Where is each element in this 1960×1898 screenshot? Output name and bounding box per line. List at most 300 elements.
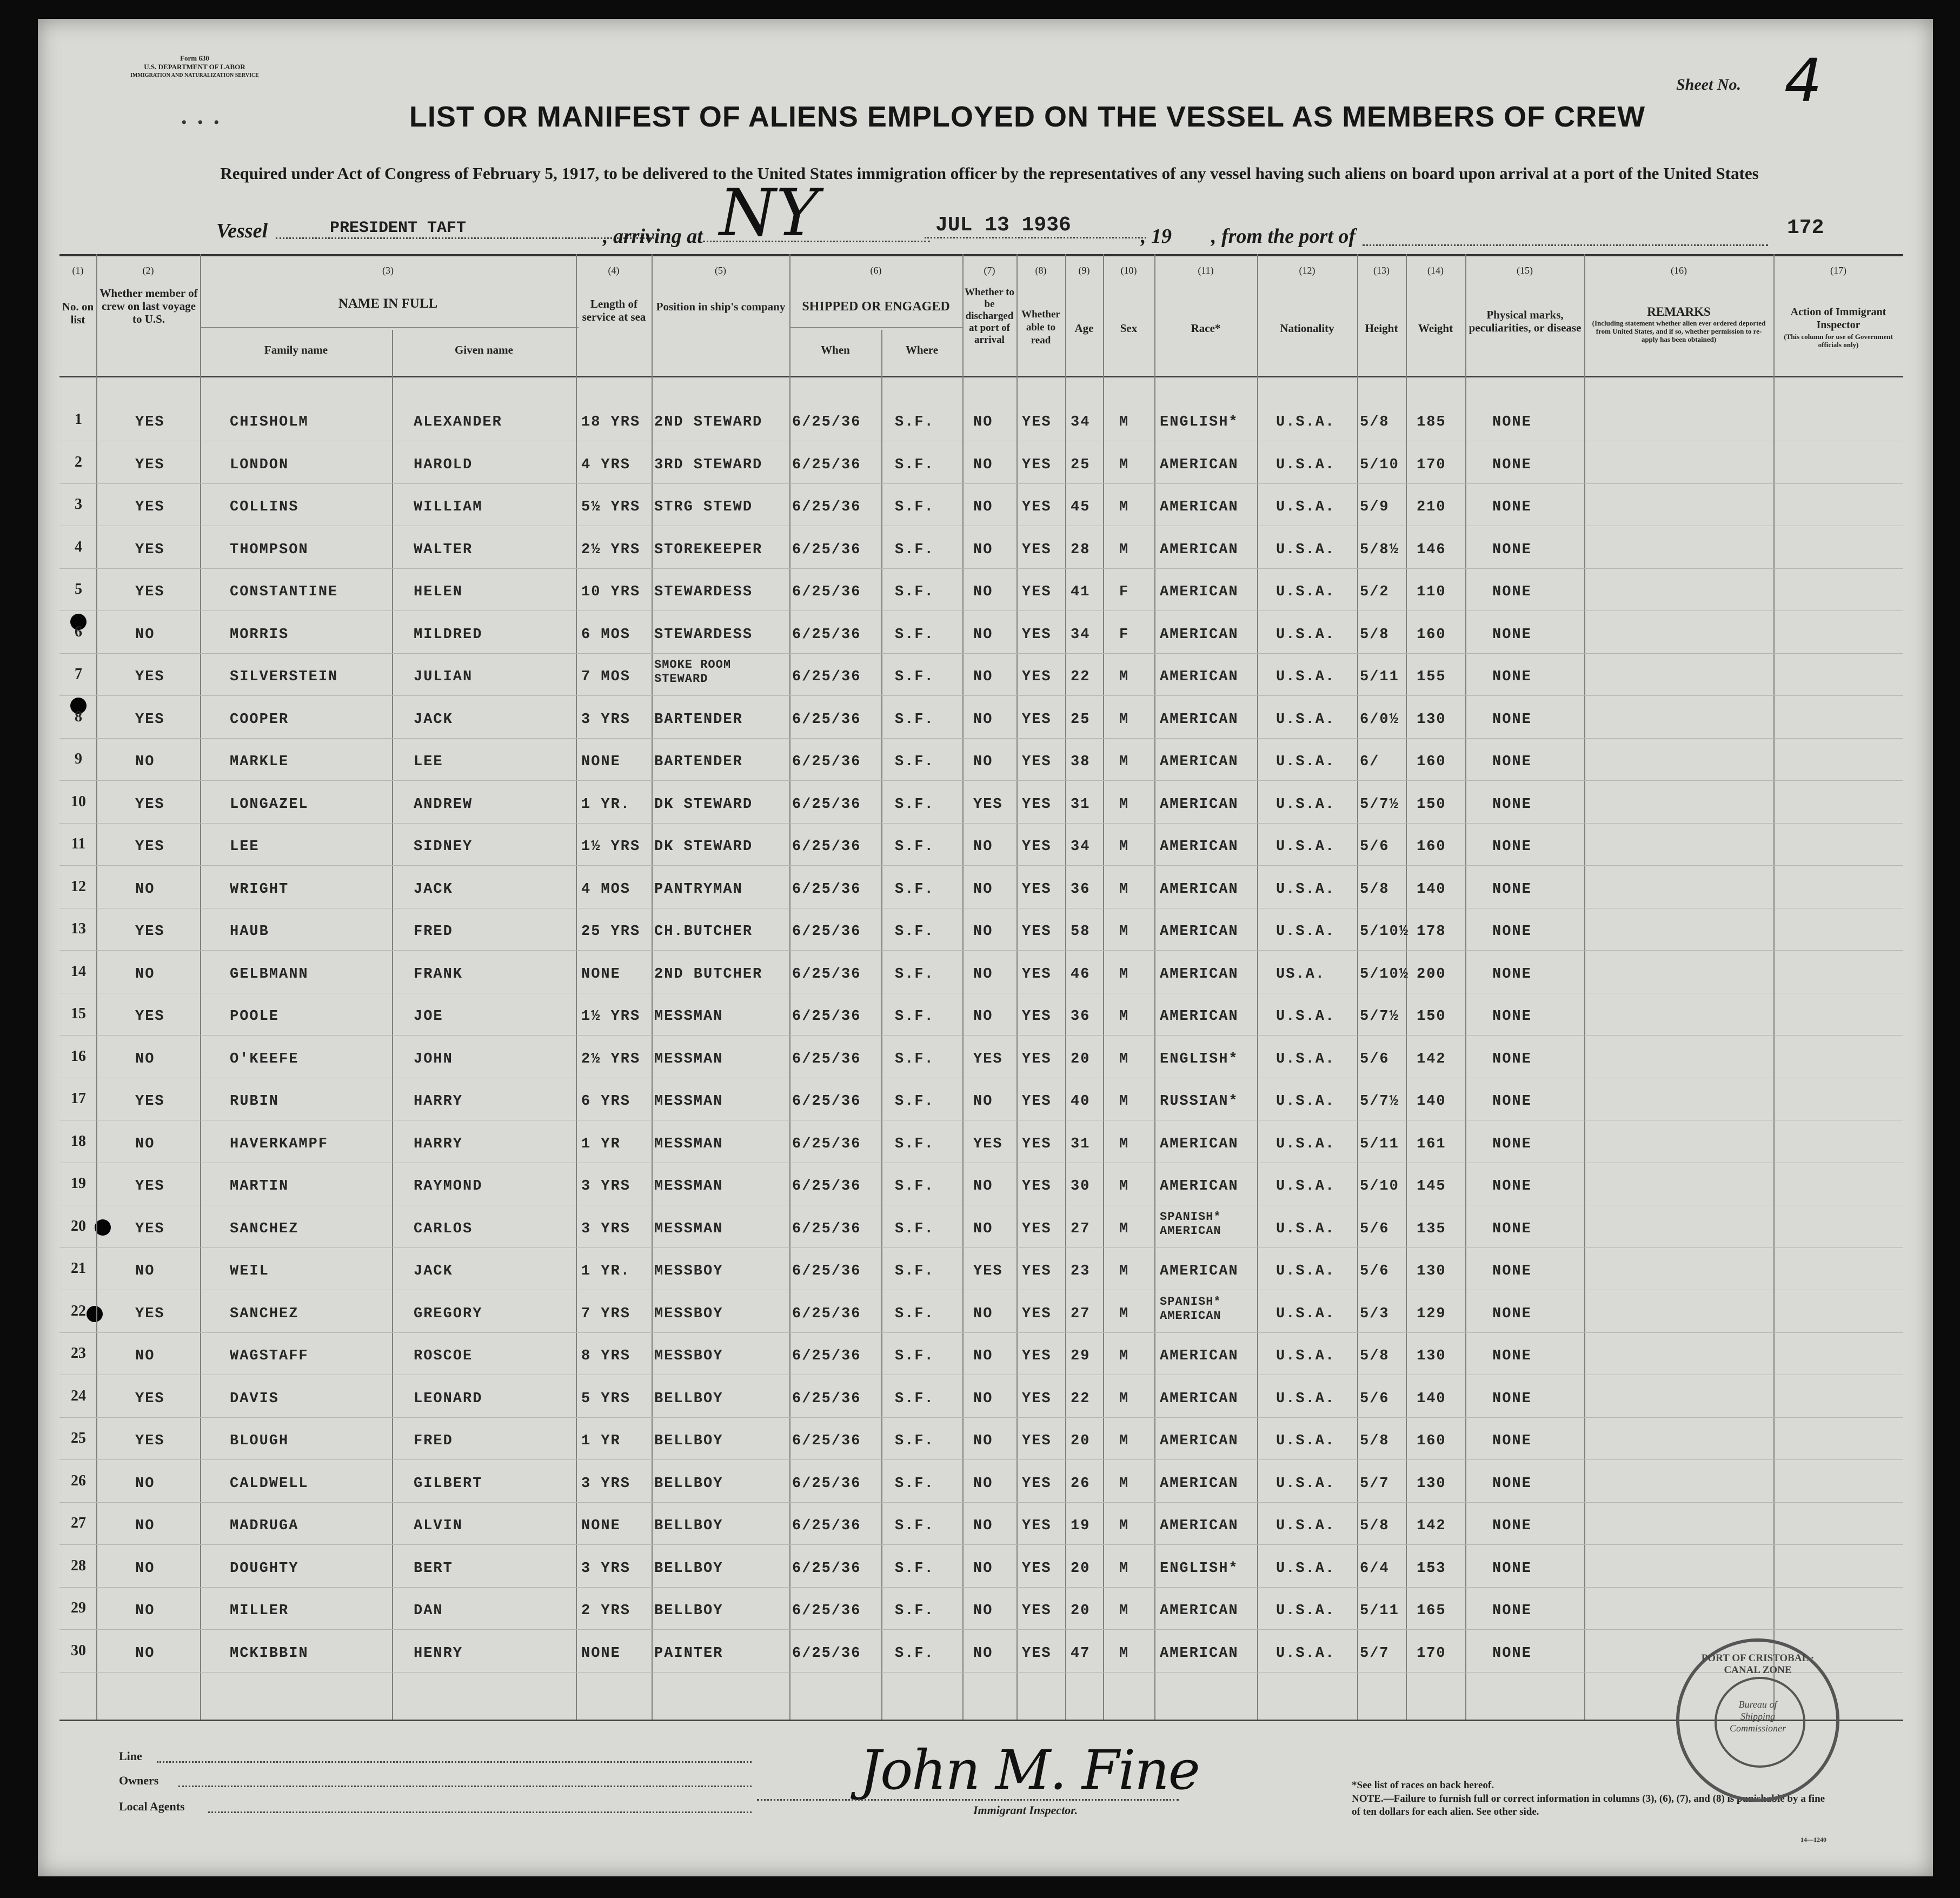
where-cell: S.F.: [895, 584, 934, 600]
race-cell: AMERICAN: [1160, 499, 1239, 515]
read-cell: YES: [1022, 754, 1052, 770]
height-cell: 5/10½: [1360, 924, 1410, 940]
col-number: (12): [1299, 265, 1315, 276]
age-cell: 38: [1071, 754, 1091, 770]
nationality-cell: U.S.A.: [1276, 1220, 1336, 1237]
family-name-cell: CONSTANTINE: [230, 584, 338, 600]
physical-cell: NONE: [1492, 1603, 1532, 1619]
row-rule: [59, 483, 1903, 484]
header-where: Where: [905, 343, 939, 356]
physical-cell: NONE: [1492, 541, 1532, 558]
position-cell: BELLBOY: [654, 1603, 723, 1619]
last-voyage-cell: NO: [135, 754, 155, 770]
given-name-cell: HARRY: [414, 1093, 463, 1110]
sex-cell: M: [1119, 1475, 1130, 1492]
header-remarks-note: (Including statement whether alien ever ordered deported from United States, and if so, whether permission to re-apply has been obtained): [1592, 319, 1766, 343]
nationality-cell: U.S.A.: [1276, 1305, 1336, 1322]
discharged-cell: YES: [973, 796, 1003, 813]
sheet-number: 4: [1784, 46, 1822, 115]
where-cell: S.F.: [895, 1603, 934, 1619]
length-service-cell: 3 YRS: [581, 1178, 631, 1194]
col-number: (9): [1078, 265, 1090, 276]
sex-cell: M: [1119, 1645, 1130, 1662]
when-cell: 6/25/36: [792, 1051, 861, 1067]
nationality-cell: U.S.A.: [1276, 881, 1336, 898]
sex-cell: M: [1119, 1518, 1130, 1534]
physical-cell: NONE: [1492, 499, 1532, 515]
length-service-cell: NONE: [581, 1518, 621, 1534]
height-cell: 5/6: [1360, 839, 1390, 855]
when-cell: 6/25/36: [792, 924, 861, 940]
physical-cell: NONE: [1492, 711, 1532, 728]
row-number: 18: [71, 1132, 86, 1150]
given-name-cell: BERT: [414, 1560, 453, 1577]
race-cell: AMERICAN: [1160, 711, 1239, 728]
sex-cell: M: [1119, 1093, 1130, 1110]
weight-cell: 155: [1417, 669, 1446, 685]
family-name-cell: SANCHEZ: [230, 1305, 299, 1322]
family-name-cell: WAGSTAFF: [230, 1348, 309, 1364]
weight-cell: 185: [1417, 414, 1446, 430]
sex-cell: F: [1119, 626, 1130, 643]
last-voyage-cell: NO: [135, 1348, 155, 1364]
col-number: (6): [870, 265, 882, 276]
weight-cell: 142: [1417, 1051, 1446, 1067]
position-cell: STRG STEWD: [654, 499, 753, 515]
page-subtitle: Required under Act of Congress of February 5, 1917, to be delivered to the United States immigration officer by the representatives of any vessel having such aliens on board upon arrival at a port of the United States: [220, 164, 1759, 183]
last-voyage-cell: NO: [135, 881, 155, 898]
row-number: 26: [71, 1472, 86, 1489]
nationality-cell: U.S.A.: [1276, 1560, 1336, 1577]
height-cell: 5/3: [1360, 1305, 1390, 1322]
last-voyage-cell: YES: [135, 1220, 165, 1237]
height-cell: 5/8: [1360, 881, 1390, 898]
arrival-port: NY: [703, 187, 930, 242]
sex-cell: M: [1119, 1220, 1130, 1237]
where-cell: S.F.: [895, 414, 934, 430]
weight-cell: 200: [1417, 966, 1446, 983]
position-cell: MESSMAN: [654, 1178, 723, 1194]
last-voyage-cell: YES: [135, 1093, 165, 1110]
height-cell: 5/8: [1360, 414, 1390, 430]
length-service-cell: 7 YRS: [581, 1305, 631, 1322]
height-cell: 5/8: [1360, 1433, 1390, 1449]
row-number: 7: [75, 666, 82, 682]
height-cell: 5/2: [1360, 584, 1390, 600]
arrival-date: JUL 13 1936: [925, 214, 1146, 238]
read-cell: YES: [1022, 1008, 1052, 1025]
family-name-cell: MCKIBBIN: [230, 1645, 309, 1662]
nationality-cell: U.S.A.: [1276, 1093, 1336, 1110]
family-name-cell: SILVERSTEIN: [230, 669, 338, 685]
given-name-cell: JOHN: [414, 1051, 453, 1067]
where-cell: S.F.: [895, 1433, 934, 1449]
given-name-cell: HAROLD: [414, 456, 473, 473]
given-name-cell: LEE: [414, 754, 443, 770]
race-cell: AMERICAN: [1160, 541, 1239, 558]
row-number: 16: [71, 1047, 86, 1065]
discharged-cell: NO: [973, 1645, 993, 1662]
race-cell: AMERICAN: [1160, 1390, 1239, 1407]
discharged-cell: NO: [973, 711, 993, 728]
row-rule: [59, 653, 1903, 654]
given-name-cell: FRED: [414, 1433, 453, 1449]
given-name-cell: SIDNEY: [414, 839, 473, 855]
height-cell: 5/7½: [1360, 1093, 1399, 1110]
length-service-cell: NONE: [581, 754, 621, 770]
discharged-cell: NO: [973, 1433, 993, 1449]
where-cell: S.F.: [895, 1220, 934, 1237]
discharged-cell: YES: [973, 1051, 1003, 1067]
header-length-service: Length of service at sea: [582, 297, 646, 323]
sex-cell: M: [1119, 711, 1130, 728]
family-name-cell: O'KEEFE: [230, 1051, 299, 1067]
sex-cell: M: [1119, 839, 1130, 855]
where-cell: S.F.: [895, 924, 934, 940]
physical-cell: NONE: [1492, 1518, 1532, 1534]
nationality-cell: U.S.A.: [1276, 1051, 1336, 1067]
last-voyage-cell: NO: [135, 966, 155, 983]
row-rule: [59, 865, 1903, 866]
header-weight: Weight: [1418, 322, 1453, 335]
row-number: 27: [71, 1515, 86, 1531]
page-title: LIST OR MANIFEST OF ALIENS EMPLOYED ON THE VESSEL AS MEMBERS OF CREW: [409, 101, 1646, 133]
inspector-signature: John M. Fine: [860, 1738, 1199, 1802]
col-number: (17): [1830, 265, 1846, 276]
race-cell: AMERICAN: [1160, 1136, 1239, 1152]
header-remarks: REMARKS: [1647, 305, 1711, 318]
race-cell: AMERICAN: [1160, 456, 1239, 473]
height-cell: 5/10½: [1360, 966, 1410, 983]
weight-cell: 160: [1417, 626, 1446, 643]
row-rule: [59, 568, 1903, 569]
read-cell: YES: [1022, 1093, 1052, 1110]
weight-cell: 153: [1417, 1560, 1446, 1577]
height-cell: 6/4: [1360, 1560, 1390, 1577]
read-cell: YES: [1022, 1475, 1052, 1492]
age-cell: 31: [1071, 796, 1091, 813]
nationality-cell: U.S.A.: [1276, 1475, 1336, 1492]
weight-cell: 130: [1417, 711, 1446, 728]
physical-cell: NONE: [1492, 1263, 1532, 1279]
discharged-cell: NO: [973, 1178, 993, 1194]
read-cell: YES: [1022, 1305, 1052, 1322]
sex-cell: M: [1119, 1305, 1130, 1322]
length-service-cell: 1½ YRS: [581, 839, 641, 855]
physical-cell: NONE: [1492, 669, 1532, 685]
header-sex: Sex: [1120, 322, 1138, 335]
row-number: 28: [71, 1557, 86, 1574]
family-name-cell: WEIL: [230, 1263, 269, 1279]
physical-cell: NONE: [1492, 414, 1532, 430]
row-number: 29: [71, 1600, 86, 1616]
last-voyage-cell: YES: [135, 1305, 165, 1322]
where-cell: S.F.: [895, 1560, 934, 1577]
race-cell: AMERICAN: [1160, 796, 1239, 813]
last-voyage-cell: YES: [135, 584, 165, 600]
row-number: 24: [71, 1387, 86, 1404]
family-name-cell: COOPER: [230, 711, 289, 728]
family-name-cell: GELBMANN: [230, 966, 309, 983]
height-cell: 5/7: [1360, 1645, 1390, 1662]
col-number: (7): [984, 265, 995, 276]
family-name-cell: CHISHOLM: [230, 414, 309, 430]
position-cell: STEWARDESS: [654, 584, 753, 600]
read-cell: YES: [1022, 1136, 1052, 1152]
when-cell: 6/25/36: [792, 1518, 861, 1534]
sex-cell: M: [1119, 1560, 1130, 1577]
length-service-cell: 10 YRS: [581, 584, 641, 600]
where-cell: S.F.: [895, 796, 934, 813]
nationality-cell: U.S.A.: [1276, 456, 1336, 473]
when-cell: 6/25/36: [792, 541, 861, 558]
where-cell: S.F.: [895, 1645, 934, 1662]
where-cell: S.F.: [895, 1390, 934, 1407]
height-cell: 5/8: [1360, 1348, 1390, 1364]
row-rule: [59, 1502, 1903, 1503]
age-cell: 22: [1071, 669, 1091, 685]
where-cell: S.F.: [895, 1178, 934, 1194]
family-name-cell: MILLER: [230, 1603, 289, 1619]
length-service-cell: 1 YR: [581, 1136, 621, 1152]
height-cell: 5/10: [1360, 456, 1399, 473]
col-number: (3): [382, 265, 394, 276]
row-rule: [59, 738, 1903, 739]
length-service-cell: 2½ YRS: [581, 541, 641, 558]
weight-cell: 135: [1417, 1220, 1446, 1237]
where-cell: S.F.: [895, 881, 934, 898]
sex-cell: M: [1119, 1348, 1130, 1364]
discharged-cell: NO: [973, 1220, 993, 1237]
age-cell: 20: [1071, 1603, 1091, 1619]
read-cell: YES: [1022, 669, 1052, 685]
when-cell: 6/25/36: [792, 1178, 861, 1194]
vessel-label: Vessel: [216, 220, 268, 242]
last-voyage-cell: YES: [135, 1433, 165, 1449]
position-cell: BELLBOY: [654, 1433, 723, 1449]
race-cell: AMERICAN: [1160, 966, 1239, 983]
physical-cell: NONE: [1492, 1136, 1532, 1152]
col-number: (13): [1373, 265, 1390, 276]
last-voyage-cell: YES: [135, 414, 165, 430]
age-cell: 28: [1071, 541, 1091, 558]
col-number: (1): [72, 265, 84, 276]
header-given-name: Given name: [455, 343, 513, 356]
given-name-cell: JACK: [414, 881, 453, 898]
family-name-cell: LEE: [230, 839, 260, 855]
sex-cell: M: [1119, 1263, 1130, 1279]
nationality-cell: U.S.A.: [1276, 796, 1336, 813]
vessel-name: PRESIDENT TAFT: [276, 219, 654, 239]
height-cell: 5/8: [1360, 1518, 1390, 1534]
sex-cell: M: [1119, 669, 1130, 685]
row-number: 13: [71, 920, 86, 937]
weight-cell: 130: [1417, 1348, 1446, 1364]
height-cell: 5/8: [1360, 626, 1390, 643]
manifest-table: [59, 254, 1903, 1720]
sex-cell: M: [1119, 796, 1130, 813]
manifest-number: 172: [1787, 216, 1824, 240]
position-cell: BELLBOY: [654, 1475, 723, 1492]
family-name-cell: BLOUGH: [230, 1433, 289, 1449]
given-name-cell: ALVIN: [414, 1518, 463, 1534]
age-cell: 46: [1071, 966, 1091, 983]
last-voyage-cell: YES: [135, 499, 165, 515]
sex-cell: M: [1119, 966, 1130, 983]
race-cell: AMERICAN: [1160, 1603, 1239, 1619]
col-rule: [652, 254, 653, 1720]
race-cell: AMERICAN: [1160, 1475, 1239, 1492]
height-cell: 5/6: [1360, 1051, 1390, 1067]
discharged-cell: NO: [973, 924, 993, 940]
given-name-cell: MILDRED: [414, 626, 483, 643]
nationality-cell: U.S.A.: [1276, 541, 1336, 558]
last-voyage-cell: YES: [135, 1008, 165, 1025]
row-number: 11: [71, 835, 86, 852]
where-cell: S.F.: [895, 1008, 934, 1025]
read-cell: YES: [1022, 626, 1052, 643]
family-name-cell: THOMPSON: [230, 541, 309, 558]
family-name-cell: WRIGHT: [230, 881, 289, 898]
read-cell: YES: [1022, 881, 1052, 898]
length-service-cell: 4 YRS: [581, 456, 631, 473]
col-rule: [576, 254, 577, 1720]
position-cell: MESSBOY: [654, 1305, 723, 1322]
col-rule: [200, 254, 201, 1720]
line-field: [157, 1760, 752, 1763]
line-label: Line: [119, 1749, 142, 1763]
age-cell: 31: [1071, 1136, 1091, 1152]
race-cell: AMERICAN: [1160, 1518, 1239, 1534]
discharged-cell: NO: [973, 1305, 993, 1322]
last-voyage-cell: YES: [135, 796, 165, 813]
discharged-cell: NO: [973, 1603, 993, 1619]
position-cell: BARTENDER: [654, 711, 743, 728]
race-cell: AMERICAN: [1160, 839, 1239, 855]
where-cell: S.F.: [895, 1518, 934, 1534]
last-voyage-cell: NO: [135, 1645, 155, 1662]
weight-cell: 150: [1417, 1008, 1446, 1025]
header-physical: Physical marks, peculiarities, or disease: [1469, 308, 1582, 334]
col-number: (14): [1427, 265, 1444, 276]
row-number: 22: [71, 1302, 86, 1319]
col-rule: [1584, 254, 1585, 1720]
race-cell: ENGLISH*: [1160, 414, 1239, 430]
header-position: Position in ship's company: [656, 300, 786, 313]
race-cell: RUSSIAN*: [1160, 1093, 1239, 1110]
given-name-cell: GREGORY: [414, 1305, 483, 1322]
position-cell: MESSMAN: [654, 1220, 723, 1237]
header-no-on-list: No. on list: [62, 300, 94, 326]
position-cell: MESSMAN: [654, 1136, 723, 1152]
when-cell: 6/25/36: [792, 754, 861, 770]
where-cell: S.F.: [895, 499, 934, 515]
height-cell: 5/8½: [1360, 541, 1399, 558]
nationality-cell: U.S.A.: [1276, 839, 1336, 855]
when-cell: 6/25/36: [792, 1645, 861, 1662]
length-service-cell: 7 MOS: [581, 669, 631, 685]
physical-cell: NONE: [1492, 1051, 1532, 1067]
position-cell: MESSBOY: [654, 1263, 723, 1279]
shipped-subheader-rule: [789, 327, 962, 328]
family-name-cell: COLLINS: [230, 499, 299, 515]
race-cell: ENGLISH*: [1160, 1560, 1239, 1577]
weight-cell: 129: [1417, 1305, 1446, 1322]
given-name-cell: FRANK: [414, 966, 463, 983]
family-name-cell: POOLE: [230, 1008, 280, 1025]
family-name-cell: MADRUGA: [230, 1518, 299, 1534]
last-voyage-cell: YES: [135, 669, 165, 685]
position-cell: 2ND BUTCHER: [654, 966, 763, 983]
where-cell: S.F.: [895, 1348, 934, 1364]
row-rule: [59, 1629, 1903, 1630]
discharged-cell: NO: [973, 881, 993, 898]
nationality-cell: U.S.A.: [1276, 1433, 1336, 1449]
family-name-cell: MARKLE: [230, 754, 289, 770]
header-age: Age: [1074, 322, 1094, 335]
weight-cell: 140: [1417, 1093, 1446, 1110]
header-height: Height: [1365, 322, 1398, 335]
row-rule: [59, 1672, 1903, 1673]
weight-cell: 170: [1417, 456, 1446, 473]
weight-cell: 140: [1417, 881, 1446, 898]
race-cell: AMERICAN: [1160, 1008, 1239, 1025]
weight-cell: 161: [1417, 1136, 1446, 1152]
header-nationality: Nationality: [1280, 322, 1334, 335]
read-cell: YES: [1022, 1560, 1052, 1577]
nationality-cell: U.S.A.: [1276, 754, 1336, 770]
discharged-cell: NO: [973, 669, 993, 685]
row-number: 21: [71, 1260, 86, 1277]
row-number: 10: [71, 793, 86, 810]
when-cell: 6/25/36: [792, 1603, 861, 1619]
position-cell: DK STEWARD: [654, 839, 753, 855]
given-name-cell: LEONARD: [414, 1390, 483, 1407]
physical-cell: NONE: [1492, 626, 1532, 643]
col-number: (16): [1671, 265, 1687, 276]
last-voyage-cell: YES: [135, 839, 165, 855]
nationality-cell: U.S.A.: [1276, 584, 1336, 600]
given-name-cell: WILLIAM: [414, 499, 483, 515]
when-cell: 6/25/36: [792, 711, 861, 728]
position-cell: PAINTER: [654, 1645, 723, 1662]
family-name-cell: MARTIN: [230, 1178, 289, 1194]
discharged-cell: YES: [973, 1136, 1003, 1152]
height-cell: 5/6: [1360, 1263, 1390, 1279]
sex-cell: M: [1119, 1178, 1130, 1194]
row-number: 1: [75, 411, 82, 428]
row-number: 15: [71, 1005, 86, 1022]
read-cell: YES: [1022, 796, 1052, 813]
when-cell: 6/25/36: [792, 1433, 861, 1449]
weight-cell: 170: [1417, 1645, 1446, 1662]
weight-cell: 130: [1417, 1475, 1446, 1492]
read-cell: YES: [1022, 839, 1052, 855]
last-voyage-cell: NO: [135, 1560, 155, 1577]
where-cell: S.F.: [895, 1051, 934, 1067]
nationality-cell: US.A.: [1276, 966, 1326, 983]
physical-cell: NONE: [1492, 1348, 1532, 1364]
read-cell: YES: [1022, 1263, 1052, 1279]
given-name-cell: ANDREW: [414, 796, 473, 813]
read-cell: YES: [1022, 966, 1052, 983]
read-cell: YES: [1022, 456, 1052, 473]
weight-cell: 110: [1417, 584, 1446, 600]
port-stamp: [1676, 1638, 1839, 1802]
where-cell: S.F.: [895, 1305, 934, 1322]
col-rule: [1257, 254, 1258, 1720]
position-cell: BELLBOY: [654, 1518, 723, 1534]
